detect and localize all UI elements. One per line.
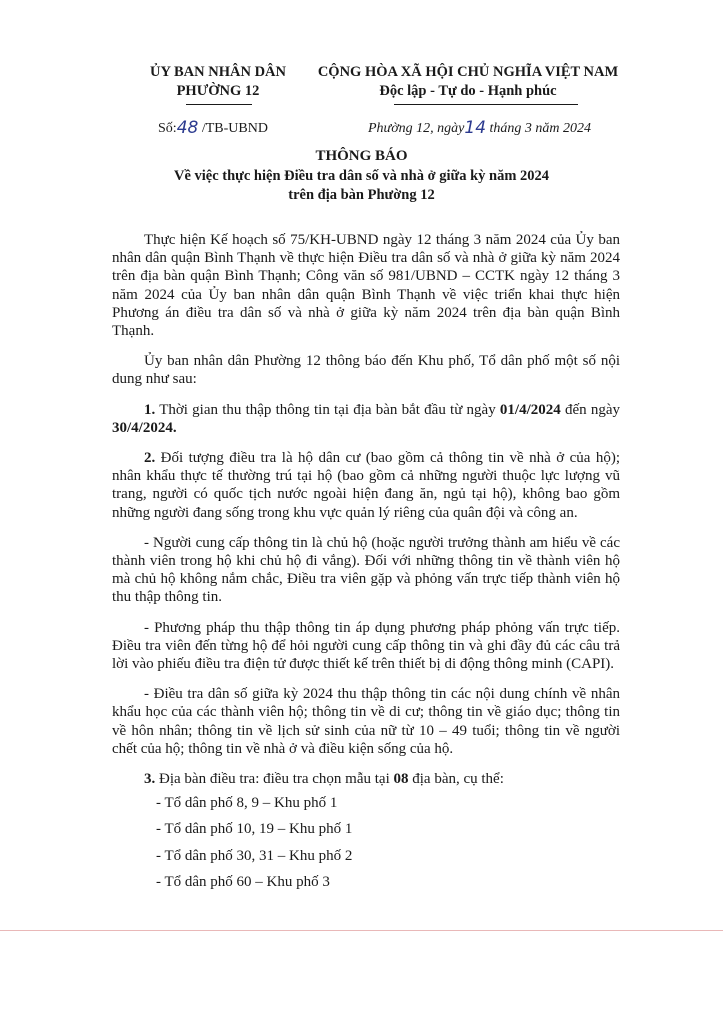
national-motto: Độc lập - Tự do - Hạnh phúc [379,83,557,99]
time-text-b: đến ngày [560,401,620,418]
paragraph-content: - Điều tra dân số giữa kỳ 2024 thu thập thông tin các nội dung chính về nhân khẩu học của các thành viên hộ; thông tin về di cư; thông tin về giáo dục; thông tin về hôn nhân; thông tin về lịch sử sinh của nữ từ 10 – 49 tuổi; thông tin về người chết của hộ; thông tin về nhà ở và điều kiện sống của hộ. [112,686,620,757]
document-body [112,231,620,899]
document-number [158,117,268,137]
item-number-3: 3. [144,771,156,788]
document-title: THÔNG BÁO [315,148,408,164]
list-item: - Tổ dân phố 10, 19 – Khu phố 1 [156,821,353,838]
list-item: - Tổ dân phố 30, 31 – Khu phố 2 [156,847,353,864]
areas-text-b: địa bàn, cụ thể: [408,771,504,788]
paragraph-basis: Thực hiện Kế hoạch số 75/KH-UBND ngày 12 tháng 3 năm 2024 của Ủy ban nhân dân quận Bình Thạnh về thực hiện Điều tra dân số và nhà ở giữa kỳ năm 2024 trên địa bàn quận Bình Thạnh; Công văn số 981/UBND – CCTK ngày 12 tháng 3 năm 2024 của Ủy ban nhân dân quận Bình Thạnh về việc triển khai thực hiện Phương án điều tra dân số và nhà ở giữa kỳ năm 2024 trên địa bàn quận Bình Thạnh. [112,232,620,340]
item-number-1: 1. [144,401,156,418]
item-number-2: 2. [144,450,156,467]
org-line-2: PHƯỜNG 12 [176,83,260,99]
paragraph-method: - Phương pháp thu thập thông tin áp dụng phương pháp phỏng vấn trực tiếp. Điều tra viên đến từng hộ để hỏi người cung cấp thông tin và ghi đầy đủ các câu trả lời vào phiếu điều tra điện tử được thiết kế trên thiết bị di động thông minh (CAPI). [112,619,620,673]
national-header [308,63,628,101]
area-count: 08 [393,771,409,788]
place-and-date [368,117,591,137]
list-item: - Tổ dân phố 8, 9 – Khu phố 1 [156,795,338,812]
subjects-text: Đối tượng điều tra là hộ dân cư (bao gồm cả thông tin về nhà ở của hộ); nhân khẩu thực tế thường trú tại hộ (bao gồm cả những người thuộc lực lượng vũ trang, người có quốc tịch nước ngoài hiện đang ăn, ngủ tại hộ), không bao gồm những người đang sống trong khu vực quản lý riêng của quân đội và công an. [112,450,620,521]
end-date: 30/4/2024. [112,419,177,436]
subject-line-2: trên địa bàn Phường 12 [288,187,435,203]
place-date-suffix: tháng 3 năm 2024 [489,121,592,136]
document-subject [0,167,723,205]
paragraph-areas [112,770,620,788]
doc-no-prefix: Số: [158,121,177,136]
paragraph-time [112,401,620,437]
motto-underline [394,104,578,105]
start-date: 01/4/2024 [499,401,561,418]
time-text-a: Thời gian thu thập thông tin tại địa bàn bắt đầu từ ngày [155,401,500,418]
org-underline [186,104,252,105]
org-line-1: ỦY BAN NHÂN DÂN [149,64,286,80]
list-item: - Tổ dân phố 60 – Khu phố 3 [156,873,330,890]
handwritten-day: 14 [464,118,487,138]
subject-line-1: Về việc thực hiện Điều tra dân số và nhà ở giữa kỳ năm 2024 [173,168,550,184]
page-separator [0,930,723,931]
doc-no-suffix: /TB-UBND [201,121,268,136]
paragraph-informant: - Người cung cấp thông tin là chủ hộ (hoặc người trưởng thành am hiểu về các thành viên trong hộ khi chủ hộ đi vắng). Đối với những thông tin về thành viên hộ mà chủ hộ không nắm chắc, Điều tra viên gặp và phỏng vấn trực tiếp thành viên hộ thu thập thông tin. [112,534,620,606]
paragraph-subjects [112,449,620,522]
paragraph-intro: Ủy ban nhân dân Phường 12 thông báo đến Khu phố, Tổ dân phố một số nội dung như sau: [112,353,620,388]
areas-text-a: Địa bàn điều tra: điều tra chọn mẫu tại [155,771,394,788]
place-date-prefix: Phường 12, ngày [368,121,465,136]
handwritten-doc-number: 48 [176,118,199,138]
issuing-organization [138,63,298,101]
country-name: CỘNG HÒA XÃ HỘI CHỦ NGHĨA VIỆT NAM [317,64,619,80]
